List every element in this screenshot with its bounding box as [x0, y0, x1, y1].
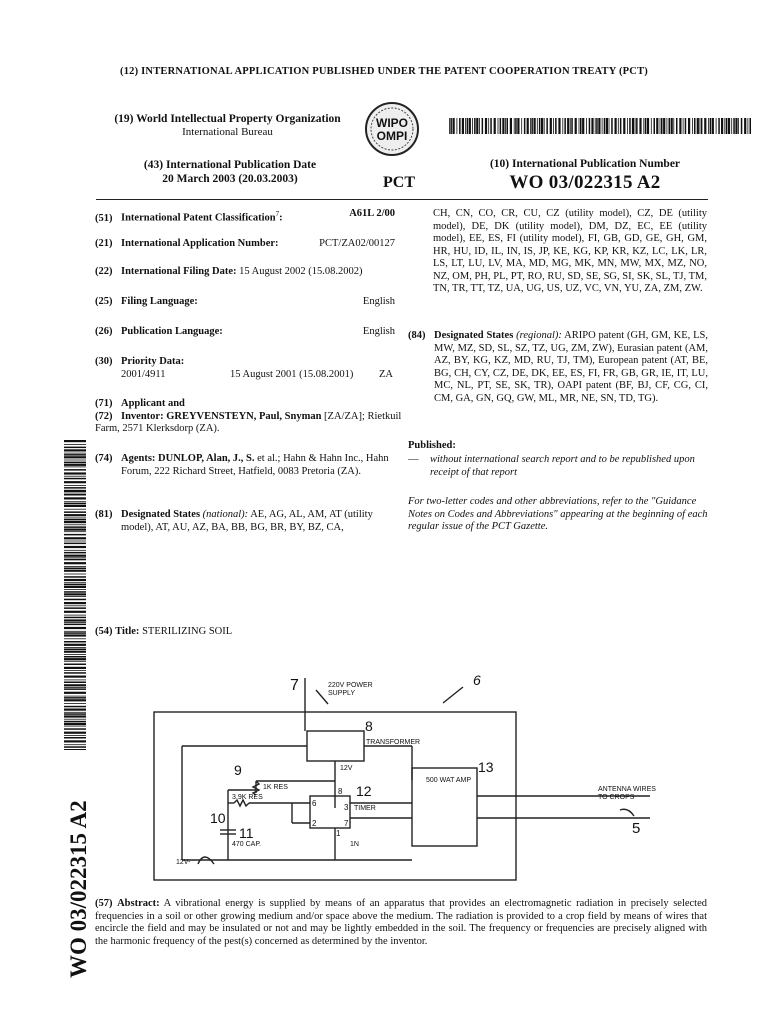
- publication-number: WO 03/022315 A2: [509, 172, 661, 193]
- publication-date-value: 20 March 2003 (20.03.2003): [162, 173, 298, 185]
- title-line: (54) Title: STERILIZING SOIL: [95, 626, 233, 637]
- svg-text:1K RES: 1K RES: [263, 784, 288, 791]
- transformer-box: [307, 731, 364, 761]
- abstract-text: A vibrational energy is supplied by means of an apparatus that provides an electromagnetic radiation in precisely selected frequencies in a soil or other growing medium and/or space above the medium. The radiation is provided to a crop field by means of wires that encircle the field and may be insulated or not and may be lightly embedded in the soil. The frequency or frequencies are precisely aligned with the harmonic frequency of the pest(s) concerned as determined by the inventor.: [95, 898, 708, 947]
- svg-text:11: 11: [239, 825, 254, 841]
- title-value: STERILIZING SOIL: [142, 626, 233, 637]
- svg-text:5: 5: [632, 820, 641, 837]
- svg-text:7: 7: [290, 677, 299, 694]
- guidance-note: For two-letter codes and other abbreviations, refer to the "Guidance Notes on Codes and Abbreviations" appearing at the beginning of each regular issue of the PCT Gazette.: [408, 496, 708, 532]
- svg-text:3.9K RES: 3.9K RES: [232, 794, 263, 801]
- svg-text:470 CAP.: 470 CAP.: [232, 841, 262, 848]
- svg-text:500 WAT AMP: 500 WAT AMP: [426, 777, 471, 784]
- logo-text-bottom: OMPI: [376, 129, 408, 143]
- organization-bureau: International Bureau: [182, 126, 273, 138]
- svg-text:12V-: 12V-: [176, 859, 191, 866]
- circuit-diagram: [150, 668, 670, 888]
- svg-text:TRANSFORMER: TRANSFORMER: [366, 739, 421, 746]
- designated-states-continuation: CH, CN, CO, CR, CU, CZ (utility model), CZ, DE (utility model), DE, DK (utility model), DM, DZ, EC, EE (utility model), EE, ES, FI (utility model), FI, GB, GD, GE, GH, GM, HR, HU, ID, IL, IN, IS, JP, KE, KG, KP, KR, KZ, LC, LK, LR, LS, LT, LU, LV, MA, MD, MG, MK, MN, MW, MX, MZ, NO, NZ, OM, PH, PL, PT, RO, RU, SD, SE, SG, SI, SK, SL, TJ, TM, TN, TR, TT, TZ, UA, UG, US, UZ, VC, VN, YU, ZA, ZM, ZW.: [433, 208, 707, 294]
- entry-agents: (74) Agents: DUNLOP, Alan, J., S. et al.; Hahn & Hahn Inc., Hahn Forum, 222 Richard Street, Hatfield, 0083 Pretoria (ZA).: [95, 453, 389, 477]
- wipo-logo: [360, 100, 424, 158]
- publication-number-label: (10) International Publication Number: [489, 158, 681, 170]
- device-arrow: [443, 687, 463, 703]
- svg-text:2: 2: [312, 819, 317, 828]
- svg-text:1: 1: [336, 829, 341, 838]
- svg-text:13: 13: [478, 759, 494, 775]
- svg-text:6: 6: [473, 672, 481, 688]
- svg-text:8: 8: [365, 718, 373, 734]
- entry-designated-regional: (84) Designated States (regional): ARIPO patent (GH, GM, KE, LS, MW, MZ, SD, SL, SZ, TZ, UG, ZM, ZW), Eurasian patent (AM, AZ, BY, KG, KZ, MD, RU, TJ, TM), European patent (AT, BE, BG, CH, CY, CZ, DE, DK, EE, ES, FI, FR, GB, GR, IE, IT, LU, MC, NL, PT, SE, SK, TR), OAPI patent (BF, BJ, CF, CG, CI, CM, GA, GN, GQ, GW, ML, MR, NE, SN, TD, TG).: [408, 330, 709, 404]
- svg-text:ANTENNA WIRES: ANTENNA WIRES: [598, 786, 656, 793]
- abstract: (57) Abstract: A vibrational energy is supplied by means of an apparatus that provides an electromagnetic radiation in precisely selected frequencies in a soil or other growing medium and/or space above the medium. The radiation is provided to a crop field by means of wires that encircle the field and may be insulated or not and may be lightly embedded in the soil. The frequency or frequencies are precisely aligned with the harmonic frequency of the pest(s) concerned as determined by the inventor.: [95, 898, 708, 947]
- svg-text:12V: 12V: [340, 765, 353, 772]
- svg-text:TO CROPS: TO CROPS: [598, 794, 635, 801]
- logo-text-top: WIPO: [376, 116, 408, 130]
- svg-text:10: 10: [210, 810, 226, 826]
- barcode-top: [449, 118, 752, 134]
- entry-priority: (30) Priority Data: 2001/4911 15 August 2001 (15.08.2001) ZA: [95, 356, 393, 380]
- barcode-side: [64, 440, 86, 750]
- svg-text:WO 03/022315 A2: WO 03/022315 A2: [66, 800, 91, 978]
- entry-designated-national: (81) Designated States (national): AE, AG, AL, AM, AT (utility model), AT, AU, AZ, BA, BB, BG, BR, BY, BZ, CA,: [95, 509, 373, 533]
- publication-date-block: [100, 158, 360, 186]
- entry-filing-date: (22) International Filing Date: 15 August 2002 (15.08.2002): [95, 266, 363, 277]
- svg-text:8: 8: [338, 787, 343, 796]
- power-arrow: [316, 690, 328, 704]
- document-header: (12) INTERNATIONAL APPLICATION PUBLISHED UNDER THE PATENT COOPERATION TREATY (PCT): [120, 66, 648, 77]
- svg-text:SUPPLY: SUPPLY: [328, 690, 356, 697]
- entry-classification: (51) International Patent Classification$^7$: A61L 2/00: [95, 208, 395, 224]
- svg-text:220V POWER: 220V POWER: [328, 682, 373, 689]
- svg-text:12: 12: [356, 783, 372, 799]
- classification-value: A61L 2/00: [349, 208, 395, 219]
- organization-name: (19) World Intellectual Property Organization: [114, 113, 341, 125]
- svg-text:7: 7: [344, 819, 349, 828]
- svg-text:3: 3: [344, 803, 349, 812]
- organization-block: [100, 113, 355, 139]
- svg-text:TIMER: TIMER: [354, 805, 376, 812]
- entry-application-number: (21) International Application Number: PCT/ZA02/00127: [95, 238, 395, 249]
- svg-text:1N: 1N: [350, 841, 359, 848]
- entry-publication-language: (26) Publication Language: English: [95, 326, 395, 337]
- publication-date-label: (43) International Publication Date: [143, 159, 317, 171]
- published-note: — without international search report and to be republished upon receipt of that report: [408, 454, 695, 478]
- published-label: Published:: [408, 440, 456, 451]
- header-rule: [96, 199, 708, 200]
- entry-filing-language: (25) Filing Language: English: [95, 296, 395, 307]
- svg-text:6: 6: [312, 799, 317, 808]
- svg-text:9: 9: [234, 762, 242, 778]
- entry-applicant-inventor: (71) Applicant and (72) Inventor: GREYVENSTEYN, Paul, Snyman [ZA/ZA]; Rietkuil Farm, 2571 Klerksdorp (ZA).: [95, 398, 402, 434]
- pct-mark: PCT: [383, 174, 415, 191]
- side-publication-number: [56, 760, 96, 980]
